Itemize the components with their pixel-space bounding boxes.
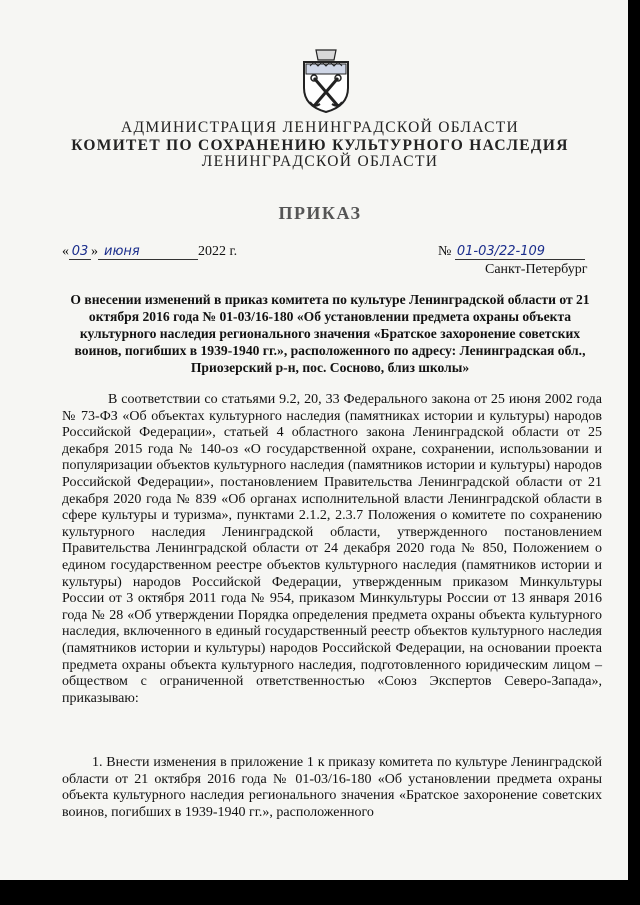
preamble-block	[62, 392, 602, 707]
order-date	[62, 244, 237, 260]
coat-of-arms-emblem	[300, 48, 352, 114]
date-open-quote: «	[62, 244, 69, 259]
header-committee: КОМИТЕТ ПО СОХРАНЕНИЮ КУЛЬТУРНОГО НАСЛЕДИЯ	[71, 137, 569, 154]
date-close-quote: »	[91, 244, 98, 259]
header-administration: АДМИНИСТРАЦИЯ ЛЕНИНГРАДСКОЙ ОБЛАСТИ	[121, 119, 519, 136]
document-type: ПРИКАЗ	[278, 203, 362, 223]
number-value: 01-03/22-109	[455, 244, 585, 260]
preamble-text: В соответствии со статьями 9.2, 20, 33 Федерального закона от 25 июня 2002 года № 73-ФЗ «Об объектах культурного наследия (памятниках истории и культуры) народов Российской Федерации», статьей 4 областного закона Ленинградской области от 25 декабря 2015 года № 140-оз «О государственной охране, сохранении, использовании и популяризации объектов культурного наследия (памятников истории и культуры) народов Российской Федерации», постановлением Правительства Ленинградской области от 21 декабря 2020 года № 839 «Об органах исполнительной власти Ленинградской области в сфере культуры и туризма», пунктами 2.1.2, 2.3.7 Положения о комитете по сохранению культурного наследия Ленинградской области, утвержденного постановлением Правительства Ленинградской области от 24 декабря 2020 года № 850, Положением о едином государственном реестре объектов культурного наследия (памятников истории и культуры) народов Российской Федерации, утвержденным приказом Минкультуры России от 3 октября 2011 года № 954, приказом Минкультуры России от 13 января 2016 года № 28 «Об утверждении Порядка определения предмета охраны объекта культурного наследия, включенного в единый государственный реестр объектов культурного наследия (памятников истории и культуры) народов Российской Федерации, на основании проекта предмета охраны объекта культурного наследия, подготовленного юридическим лицом – обществом с ограниченной ответственностью «Союз Экспертов Северо-Запада», приказываю:	[62, 392, 602, 706]
document-title: О внесении изменений в приказ комитета по культуре Ленинградской области от 21 октября 2016 года № 01-03/16-180 «Об установлении предмета охраны объекта культурного наследия регионального значения «Братское захоронение советских воинов, погибших в 1939-1940 гг.», расположенного по адресу: Ленинградская обл., Приозерский р-н, пос. Сосново, близ школы»	[70, 292, 590, 375]
number-sign: №	[438, 244, 452, 259]
date-month: июня	[98, 244, 198, 260]
city: Санкт-Петербург	[485, 262, 588, 277]
date-day: 03	[69, 244, 91, 260]
item-1-text: 1. Внести изменения в приложение 1 к приказу комитета по культуре Ленинградской области от 21 октября 2016 года № 01-03/16-180 «Об установлении предмета охраны объекта культурного наследия регионального значения «Братское захоронение советских воинов, погибших в 1939-1940 гг.», расположенного	[62, 755, 602, 820]
header-region: ЛЕНИНГРАДСКОЙ ОБЛАСТИ	[201, 153, 439, 170]
order-number	[438, 244, 585, 260]
item-1-block	[62, 755, 602, 821]
date-year: 2022 г.	[198, 244, 238, 259]
